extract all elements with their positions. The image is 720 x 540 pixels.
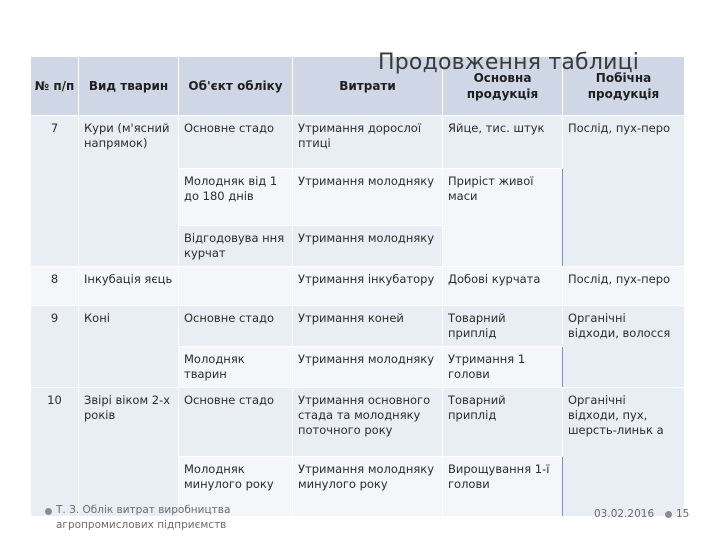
row-number: 9: [31, 306, 79, 388]
header-accounting-object: Об'єкт обліку: [179, 57, 293, 116]
main-product-cell: Приріст живої маси: [443, 169, 563, 267]
animal-type-cell: Коні: [79, 306, 179, 388]
side-product-cell: Органічні відходи, пух, шерсть-линьк а: [563, 388, 685, 517]
main-product-cell: Добові курчата: [443, 267, 563, 306]
object-cell: Молодняк від 1 до 180 днів: [179, 169, 293, 226]
main-product-cell: Товарний приплід: [443, 388, 563, 457]
costs-cell: Утримання коней: [293, 306, 443, 347]
object-cell: Відгодовува ння курчат: [179, 226, 293, 267]
costs-cell: Утримання молодняку минулого року: [293, 457, 443, 517]
table-row: [31, 116, 685, 169]
main-product-cell: Вирощування 1-ї голови: [443, 457, 563, 517]
object-cell: Основне стадо: [179, 116, 293, 169]
table-row: [31, 267, 685, 306]
animal-type-cell: Звірі віком 2-х років: [79, 388, 179, 517]
costs-cell: Утримання основного стада та молодняку поточного року: [293, 388, 443, 457]
header-animal-type: Вид тварин: [79, 57, 179, 116]
costs-cell: Утримання молодняку: [293, 169, 443, 226]
object-cell: Молодняк тварин: [179, 347, 293, 388]
object-cell: [179, 267, 293, 306]
table-row: [31, 306, 685, 347]
table-container: [30, 56, 684, 516]
footer-bullet-icon: [45, 508, 52, 515]
side-product-cell: Послід, пух-перо: [563, 267, 685, 306]
costs-cell: Утримання молодняку: [293, 226, 443, 267]
header-main-product: Основна продукція: [443, 57, 563, 116]
costs-cell: Утримання молодняку: [293, 347, 443, 388]
main-product-cell: Яйце, тис. штук: [443, 116, 563, 169]
row-number: 7: [31, 116, 79, 267]
costs-cell: Утримання дорослої птиці: [293, 116, 443, 169]
animal-type-cell: Кури (м'ясний напрямок): [79, 116, 179, 267]
footer-source: Т. З. Облік витрат виробництва агропромислових підприємств: [56, 504, 231, 531]
object-cell: Молодняк минулого року: [179, 457, 293, 517]
footer-date: 03.02.2016: [594, 508, 655, 520]
footer-bullet-icon: [665, 511, 672, 518]
main-product-cell: Утримання 1 голови: [443, 347, 563, 388]
header-costs: Витрати: [293, 57, 443, 116]
side-product-cell: Органічні відходи, волосся: [563, 306, 685, 388]
page-number: 15: [676, 508, 690, 520]
main-product-cell: Товарний приплід: [443, 306, 563, 347]
header-side-product: Побічна продукція: [563, 57, 685, 116]
costs-cell: Утримання інкубатору: [293, 267, 443, 306]
row-number: 10: [31, 388, 79, 517]
animal-type-cell: Інкубація яєць: [79, 267, 179, 306]
slide-title: Продовження таблиці: [378, 50, 640, 75]
side-product-cell: Послід, пух-перо: [563, 116, 685, 267]
header-number: № п/п: [31, 57, 79, 116]
cost-accounting-table: [30, 56, 684, 516]
object-cell: Основне стадо: [179, 388, 293, 457]
object-cell: Основне стадо: [179, 306, 293, 347]
table-row: [31, 388, 685, 457]
row-number: 8: [31, 267, 79, 306]
